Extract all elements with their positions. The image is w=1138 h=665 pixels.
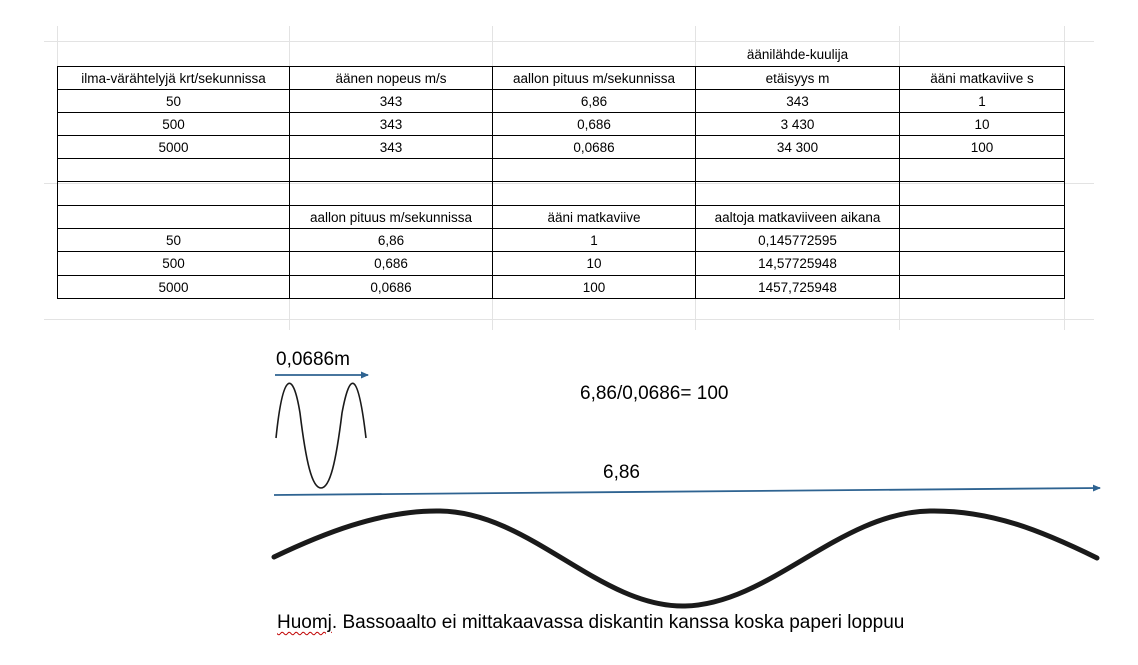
table1-cell[interactable]: 50 (165, 93, 182, 109)
table2-cell[interactable]: 10 (586, 256, 602, 271)
table1-header-vibrations[interactable]: ilma-värähtelyjä krt/sekunnissa (81, 70, 266, 86)
table2-header-wave-count[interactable]: aaltoja matkaviiveen aikana (714, 209, 881, 225)
table1-cell[interactable]: 343 (379, 93, 403, 109)
short-sine-wave[interactable] (276, 383, 366, 488)
table1-cell[interactable]: 0,0686 (573, 139, 615, 155)
table1-header-wavelength[interactable]: aallon pituus m/sekunnissa (512, 70, 676, 86)
long-wave-label[interactable]: 6,86 (603, 462, 640, 483)
table2-cell[interactable]: 6,86 (377, 232, 405, 248)
table2-cell[interactable]: 1 (590, 232, 598, 248)
table2-cell[interactable]: 100 (582, 279, 606, 295)
misspelled-word[interactable]: Huomj (277, 612, 332, 633)
table1-header-delay[interactable]: ääni matkaviive s (930, 70, 1034, 86)
table1-header-speed[interactable]: äänen nopeus m/s (335, 70, 447, 86)
table1-cell[interactable]: 6,86 (580, 93, 608, 109)
equation-text[interactable]: 6,86/0,0686= 100 (580, 383, 729, 404)
table1-cell[interactable]: 500 (162, 116, 185, 132)
table2-cell[interactable]: 0,686 (374, 256, 408, 271)
table1-cell[interactable]: 343 (379, 116, 403, 132)
note-text[interactable] (277, 612, 904, 634)
note-rest: . Bassoaalto ei mittakaavassa diskantin kanssa koska paperi loppuu (331, 612, 905, 633)
table1-cell[interactable]: 343 (786, 93, 809, 109)
table1-cell[interactable]: 3 430 (780, 116, 815, 132)
table1-header-distance[interactable]: etäisyys m (765, 70, 830, 86)
table2-cell[interactable]: 50 (165, 232, 182, 248)
table1-cell[interactable]: 1 (978, 93, 986, 109)
table1-cell[interactable]: 10 (974, 116, 990, 132)
table2-cell[interactable]: 500 (162, 256, 185, 271)
long-wavelength-arrow[interactable] (274, 488, 1100, 495)
table2-cell[interactable]: 0,0686 (370, 279, 412, 295)
table2-cell[interactable]: 14,57725948 (758, 256, 837, 271)
table2-header-wavelength[interactable]: aallon pituus m/sekunnissa (309, 209, 473, 225)
short-wave-label[interactable]: 0,0686m (276, 349, 350, 370)
table1-cell[interactable]: 0,686 (577, 116, 611, 132)
table1-super-header[interactable]: äänilähde-kuulija (746, 46, 849, 62)
table1-cell[interactable]: 100 (970, 139, 994, 155)
table2-cell[interactable]: 0,145772595 (758, 232, 837, 248)
table1-cell[interactable]: 5000 (158, 139, 189, 155)
long-sine-wave[interactable] (274, 511, 1097, 606)
table1-cell[interactable]: 343 (379, 139, 403, 155)
table2-cell[interactable]: 1457,725948 (758, 279, 837, 295)
table1-cell[interactable]: 34 300 (776, 139, 819, 155)
table2-cell[interactable]: 5000 (158, 279, 189, 295)
table2-header-delay[interactable]: ääni matkaviive (547, 209, 641, 225)
